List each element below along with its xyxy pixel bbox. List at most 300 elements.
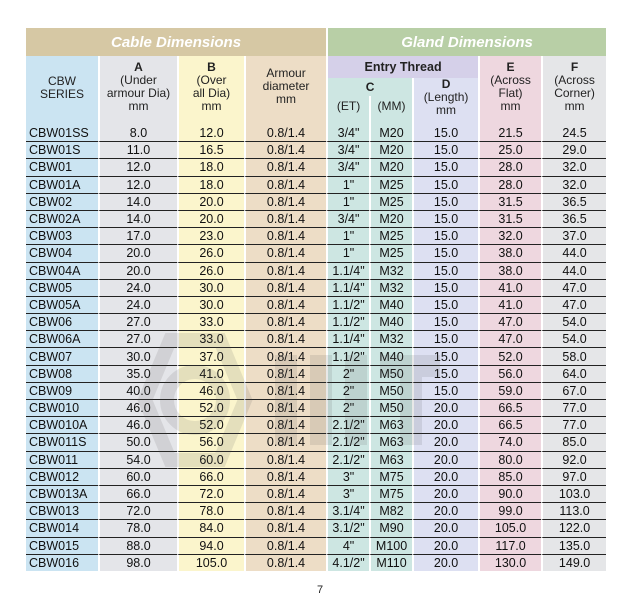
b-cell: 33.0 [177,314,244,331]
e-cell: 28.0 [478,159,541,176]
series-cell: CBW02A [26,211,98,228]
e-cell: 99.0 [478,503,541,520]
mm-cell: M32 [369,331,412,348]
a-cell: 20.0 [98,263,177,280]
b-cell: 26.0 [177,245,244,262]
et-cell: 3/4" [326,211,369,228]
f-cell: 36.5 [541,211,606,228]
d-cell: 15.0 [412,125,478,142]
a-cell: 46.0 [98,417,177,434]
armour-cell: 0.8/1.4 [244,452,326,469]
et-cell: 3" [326,469,369,486]
f-cell: 135.0 [541,538,606,555]
armour-cell: 0.8/1.4 [244,211,326,228]
armour-cell: 0.8/1.4 [244,538,326,555]
series-cell: CBW010 [26,400,98,417]
table-row [26,211,606,228]
et-cell: 2" [326,383,369,400]
table-row [26,159,606,176]
e-cell: 56.0 [478,366,541,383]
a-cell: 88.0 [98,538,177,555]
series-cell: CBW011 [26,452,98,469]
a-cell: 78.0 [98,520,177,537]
e-cell: 28.0 [478,177,541,194]
table-row [26,348,606,365]
mm-cell: M75 [369,469,412,486]
e-cell: 105.0 [478,520,541,537]
et-cell: 2.1/2" [326,434,369,451]
table-row [26,280,606,297]
mm-cell: M50 [369,400,412,417]
e-cell: 38.0 [478,245,541,262]
et-cell: 1.1/4" [326,331,369,348]
a-cell: 12.0 [98,177,177,194]
series-cell: CBW05A [26,297,98,314]
a-cell: 72.0 [98,503,177,520]
armour-cell: 0.8/1.4 [244,486,326,503]
mm-cell: M25 [369,245,412,262]
d-desc-line1: (Length) [423,90,469,104]
armour-column-header [244,56,326,117]
b-letter: B [207,59,216,74]
group-header-row [26,28,606,56]
series-header-line1: CBW [48,73,76,88]
d-cell: 15.0 [412,383,478,400]
b-unit: mm [201,98,222,113]
armour-cell: 0.8/1.4 [244,503,326,520]
a-cell: 24.0 [98,280,177,297]
et-subheader: (ET) [326,96,369,117]
b-cell: 41.0 [177,366,244,383]
table-row [26,417,606,434]
a-cell: 54.0 [98,452,177,469]
series-cell: CBW01SS [26,125,98,142]
f-letter: F [570,59,579,74]
f-desc-line2: Corner) [554,85,595,100]
mm-cell: M32 [369,280,412,297]
d-cell: 20.0 [412,520,478,537]
e-letter: E [506,59,515,74]
header-spacer-row [26,117,606,125]
f-cell: 149.0 [541,555,606,571]
et-cell: 1.1/4" [326,263,369,280]
e-cell: 38.0 [478,263,541,280]
et-cell: 1.1/2" [326,297,369,314]
b-cell: 60.0 [177,452,244,469]
a-cell: 30.0 [98,348,177,365]
cable-dimensions-header: Cable Dimensions [26,28,326,56]
et-cell: 2" [326,400,369,417]
table-row [26,434,606,451]
mm-cell: M90 [369,520,412,537]
d-cell: 15.0 [412,263,478,280]
f-cell: 58.0 [541,348,606,365]
mm-cell: M20 [369,125,412,142]
et-cell: 1" [326,177,369,194]
series-cell: CBW01 [26,159,98,176]
f-cell: 77.0 [541,400,606,417]
series-cell: CBW07 [26,348,98,365]
d-cell: 20.0 [412,452,478,469]
b-column-header [177,56,244,117]
a-cell: 50.0 [98,434,177,451]
b-cell: 20.0 [177,211,244,228]
armour-cell: 0.8/1.4 [244,520,326,537]
series-column-header [26,56,98,117]
series-cell: CBW06A [26,331,98,348]
a-letter: A [134,59,143,74]
a-cell: 11.0 [98,142,177,159]
armour-unit: mm [276,92,297,106]
f-cell: 64.0 [541,366,606,383]
e-cell: 32.0 [478,228,541,245]
et-cell: 3/4" [326,125,369,142]
table-row [26,366,606,383]
cable-gland-dimensions-table [26,28,606,571]
et-cell: 3/4" [326,159,369,176]
armour-cell: 0.8/1.4 [244,245,326,262]
e-cell: 66.5 [478,417,541,434]
series-cell: CBW02 [26,194,98,211]
a-column-header [98,56,177,117]
e-cell: 90.0 [478,486,541,503]
d-cell: 15.0 [412,194,478,211]
b-cell: 30.0 [177,297,244,314]
et-cell: 2.1/2" [326,452,369,469]
a-cell: 14.0 [98,211,177,228]
armour-cell: 0.8/1.4 [244,400,326,417]
armour-cell: 0.8/1.4 [244,555,326,571]
b-cell: 33.0 [177,331,244,348]
gland-dimensions-header: Gland Dimensions [326,28,606,56]
series-cell: CBW011S [26,434,98,451]
a-cell: 12.0 [98,159,177,176]
armour-cell: 0.8/1.4 [244,159,326,176]
table-row [26,503,606,520]
mm-cell: M40 [369,348,412,365]
series-cell: CBW013A [26,486,98,503]
d-cell: 20.0 [412,503,478,520]
series-cell: CBW05 [26,280,98,297]
mm-cell: M40 [369,297,412,314]
f-cell: 32.0 [541,177,606,194]
f-cell: 77.0 [541,417,606,434]
et-cell: 1" [326,194,369,211]
mm-cell: M20 [369,211,412,228]
a-cell: 20.0 [98,245,177,262]
e-desc-line2: Flat) [498,85,523,100]
e-unit: mm [500,98,521,113]
series-cell: CBW016 [26,555,98,571]
d-cell: 15.0 [412,331,478,348]
mm-cell: M32 [369,263,412,280]
armour-cell: 0.8/1.4 [244,366,326,383]
armour-cell: 0.8/1.4 [244,125,326,142]
table-row [26,314,606,331]
f-cell: 32.0 [541,159,606,176]
d-cell: 15.0 [412,159,478,176]
d-cell: 20.0 [412,434,478,451]
et-cell: 4.1/2" [326,555,369,571]
b-cell: 94.0 [177,538,244,555]
f-column-header [541,56,606,117]
b-cell: 84.0 [177,520,244,537]
f-unit: mm [564,98,585,113]
mm-cell: M25 [369,194,412,211]
d-cell: 20.0 [412,469,478,486]
d-cell: 15.0 [412,314,478,331]
d-cell: 15.0 [412,280,478,297]
e-column-header [478,56,541,117]
armour-cell: 0.8/1.4 [244,280,326,297]
b-cell: 30.0 [177,280,244,297]
a-unit: mm [128,98,149,113]
d-column-header [412,78,478,117]
armour-cell: 0.8/1.4 [244,434,326,451]
b-cell: 37.0 [177,348,244,365]
b-cell: 52.0 [177,400,244,417]
series-cell: CBW06 [26,314,98,331]
b-cell: 52.0 [177,417,244,434]
et-cell: 1" [326,245,369,262]
a-cell: 66.0 [98,486,177,503]
series-cell: CBW04 [26,245,98,262]
et-cell: 2.1/2" [326,417,369,434]
d-letter: D [441,77,451,91]
a-cell: 27.0 [98,331,177,348]
series-cell: CBW01S [26,142,98,159]
b-cell: 78.0 [177,503,244,520]
e-desc-line1: (Across [490,72,531,87]
mm-cell: M82 [369,503,412,520]
armour-cell: 0.8/1.4 [244,417,326,434]
f-cell: 47.0 [541,280,606,297]
e-cell: 85.0 [478,469,541,486]
f-cell: 103.0 [541,486,606,503]
e-cell: 117.0 [478,538,541,555]
d-cell: 20.0 [412,486,478,503]
e-cell: 25.0 [478,142,541,159]
armour-cell: 0.8/1.4 [244,194,326,211]
armour-cell: 0.8/1.4 [244,314,326,331]
mm-cell: M75 [369,486,412,503]
f-cell: 44.0 [541,245,606,262]
table-row [26,125,606,142]
entry-thread-header: Entry Thread [326,56,478,78]
table-row [26,469,606,486]
series-cell: CBW01A [26,177,98,194]
et-cell: 3" [326,486,369,503]
et-cell: 3.1/2" [326,520,369,537]
mm-cell: M110 [369,555,412,571]
table-row [26,142,606,159]
table-row [26,331,606,348]
f-cell: 36.5 [541,194,606,211]
e-cell: 31.5 [478,211,541,228]
et-cell: 1" [326,228,369,245]
d-cell: 20.0 [412,555,478,571]
table-row [26,245,606,262]
e-cell: 52.0 [478,348,541,365]
b-cell: 105.0 [177,555,244,571]
f-cell: 47.0 [541,297,606,314]
b-cell: 66.0 [177,469,244,486]
series-cell: CBW08 [26,366,98,383]
series-cell: CBW013 [26,503,98,520]
series-cell: CBW04A [26,263,98,280]
armour-cell: 0.8/1.4 [244,383,326,400]
c-column-header: C [326,78,412,96]
e-cell: 41.0 [478,297,541,314]
mm-cell: M20 [369,159,412,176]
mm-subheader: (MM) [369,96,412,117]
e-cell: 47.0 [478,314,541,331]
f-cell: 122.0 [541,520,606,537]
a-cell: 17.0 [98,228,177,245]
f-cell: 67.0 [541,383,606,400]
armour-cell: 0.8/1.4 [244,297,326,314]
mm-cell: M63 [369,417,412,434]
series-header-line2: SERIES [39,86,84,101]
mm-cell: M25 [369,177,412,194]
table-row [26,538,606,555]
b-cell: 46.0 [177,383,244,400]
table-row [26,452,606,469]
series-cell: CBW012 [26,469,98,486]
a-cell: 14.0 [98,194,177,211]
e-cell: 74.0 [478,434,541,451]
f-cell: 85.0 [541,434,606,451]
table-body [26,125,606,571]
a-cell: 8.0 [98,125,177,142]
d-cell: 15.0 [412,366,478,383]
series-cell: CBW015 [26,538,98,555]
et-cell: 2" [326,366,369,383]
b-cell: 18.0 [177,177,244,194]
et-cell: 3.1/4" [326,503,369,520]
b-cell: 20.0 [177,194,244,211]
mm-cell: M63 [369,452,412,469]
armour-cell: 0.8/1.4 [244,142,326,159]
series-cell: CBW09 [26,383,98,400]
b-cell: 16.5 [177,142,244,159]
d-unit: mm [436,103,457,117]
f-cell: 54.0 [541,314,606,331]
table-row [26,383,606,400]
f-desc-line1: (Across [554,72,595,87]
d-cell: 15.0 [412,211,478,228]
armour-cell: 0.8/1.4 [244,263,326,280]
b-cell: 56.0 [177,434,244,451]
b-cell: 72.0 [177,486,244,503]
d-cell: 20.0 [412,417,478,434]
b-cell: 18.0 [177,159,244,176]
series-cell: CBW014 [26,520,98,537]
b-cell: 23.0 [177,228,244,245]
a-cell: 24.0 [98,297,177,314]
b-desc-line1: (Over [196,72,227,87]
mm-cell: M63 [369,434,412,451]
et-cell: 1.1/2" [326,348,369,365]
b-cell: 26.0 [177,263,244,280]
mm-cell: M100 [369,538,412,555]
et-cell: 3/4" [326,142,369,159]
a-cell: 40.0 [98,383,177,400]
a-desc-line2: armour Dia) [106,85,171,100]
armour-cell: 0.8/1.4 [244,177,326,194]
a-cell: 46.0 [98,400,177,417]
table-row [26,177,606,194]
d-cell: 15.0 [412,228,478,245]
b-desc-line2: all Dia) [192,85,231,100]
column-header-row-1 [26,56,606,78]
a-cell: 60.0 [98,469,177,486]
e-cell: 66.5 [478,400,541,417]
f-cell: 92.0 [541,452,606,469]
e-cell: 41.0 [478,280,541,297]
e-cell: 47.0 [478,331,541,348]
f-cell: 97.0 [541,469,606,486]
d-cell: 15.0 [412,245,478,262]
series-cell: CBW03 [26,228,98,245]
et-cell: 1.1/2" [326,314,369,331]
armour-line2: diameter [262,79,310,93]
et-cell: 4" [326,538,369,555]
armour-cell: 0.8/1.4 [244,469,326,486]
d-cell: 15.0 [412,348,478,365]
d-cell: 15.0 [412,297,478,314]
f-cell: 54.0 [541,331,606,348]
a-cell: 35.0 [98,366,177,383]
table-row [26,263,606,280]
armour-cell: 0.8/1.4 [244,331,326,348]
b-cell: 12.0 [177,125,244,142]
d-cell: 20.0 [412,538,478,555]
e-cell: 21.5 [478,125,541,142]
series-cell: CBW010A [26,417,98,434]
mm-cell: M50 [369,383,412,400]
a-desc-line1: (Under [120,72,157,87]
armour-cell: 0.8/1.4 [244,348,326,365]
d-cell: 15.0 [412,177,478,194]
e-cell: 59.0 [478,383,541,400]
armour-cell: 0.8/1.4 [244,228,326,245]
d-cell: 20.0 [412,400,478,417]
f-cell: 113.0 [541,503,606,520]
f-cell: 44.0 [541,263,606,280]
f-cell: 29.0 [541,142,606,159]
page-number: 7 [316,584,324,596]
mm-cell: M25 [369,228,412,245]
table-row [26,228,606,245]
table-row [26,555,606,571]
armour-line1: Armour [266,66,306,80]
table-row [26,520,606,537]
et-cell: 1.1/4" [326,280,369,297]
mm-cell: M20 [369,142,412,159]
e-cell: 130.0 [478,555,541,571]
table-row [26,194,606,211]
e-cell: 31.5 [478,194,541,211]
e-cell: 80.0 [478,452,541,469]
table-row [26,400,606,417]
dimension-table-sheet [26,28,606,571]
d-cell: 15.0 [412,142,478,159]
f-cell: 37.0 [541,228,606,245]
mm-cell: M40 [369,314,412,331]
mm-cell: M50 [369,366,412,383]
table-row [26,297,606,314]
